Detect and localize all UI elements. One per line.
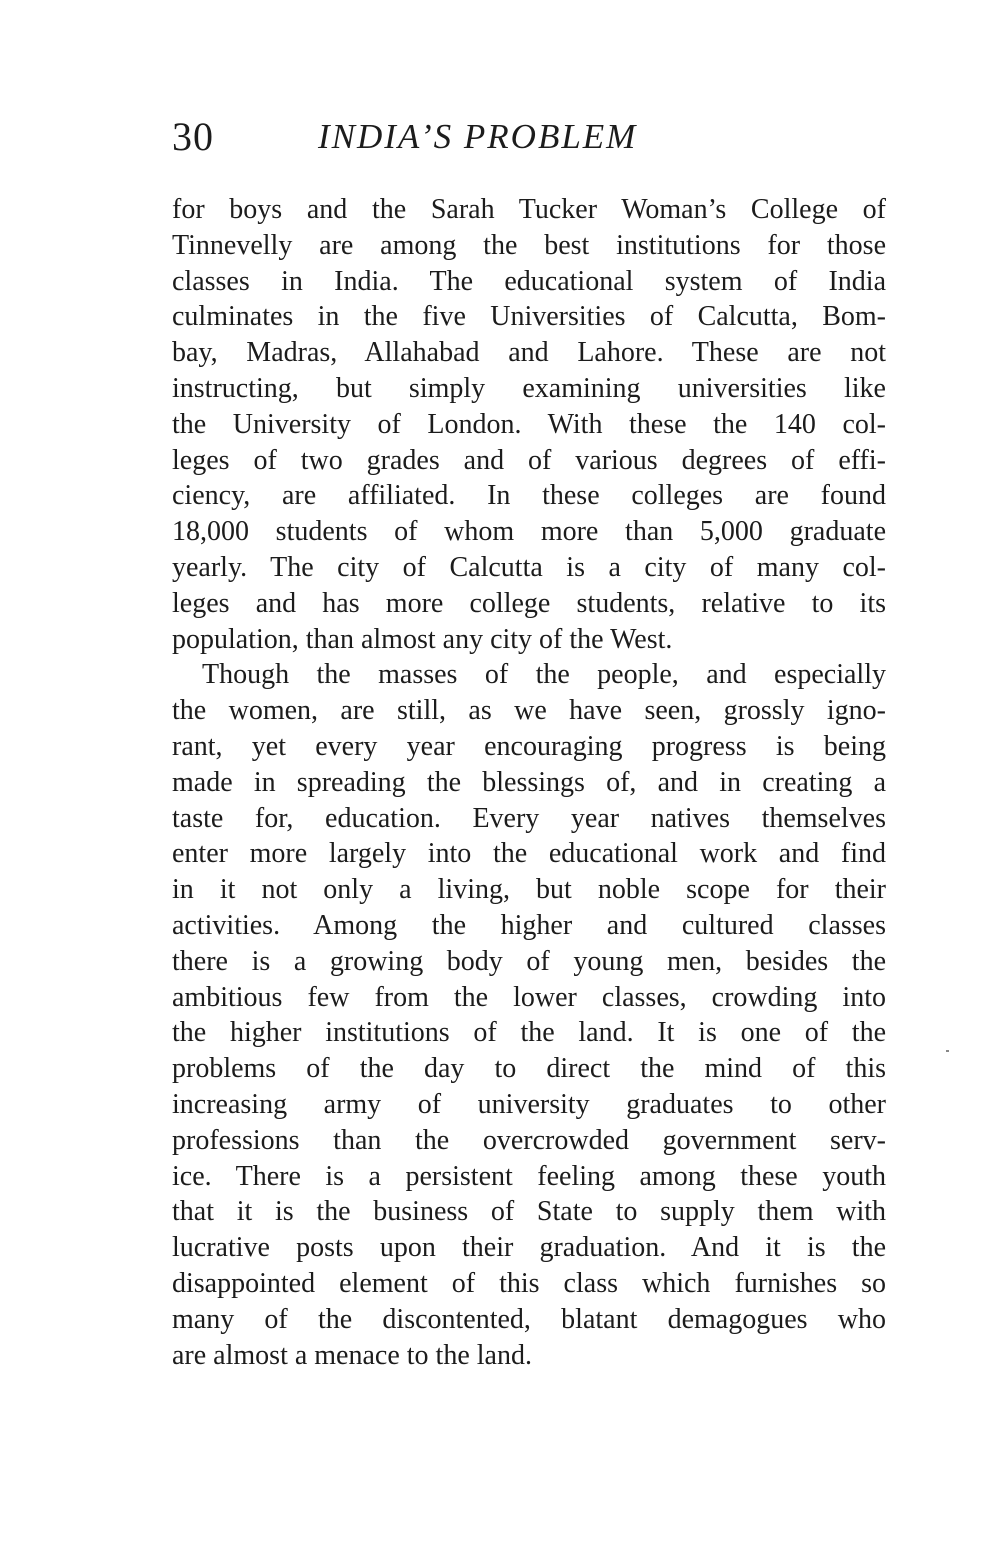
text-line: the women, are still, as we have seen, grossly igno- (172, 695, 886, 727)
text-line: professions than the overcrowded government serv- (172, 1124, 886, 1156)
text-line: are almost a menace to the land. (172, 1339, 532, 1371)
text-line: leges and has more college students, relative to its (172, 587, 886, 619)
text-line: 18,000 students of whom more than 5,000 graduate (172, 516, 886, 548)
text-line: there is a growing body of young men, besides the (172, 945, 886, 977)
paragraph-2 (172, 657, 886, 1373)
text-line: taste for, education. Every year natives themselves (172, 802, 886, 834)
running-head (172, 112, 892, 162)
text-line: ciency, are affiliated. In these colleges are found (172, 480, 886, 512)
text-line: many of the discontented, blatant demagogues who (172, 1303, 886, 1335)
text-line: bay, Madras, Allahabad and Lahore. These are not (172, 337, 886, 369)
text-line: rant, yet every year encouraging progress is being (172, 730, 886, 762)
text-line: leges of two grades and of various degrees of effi- (172, 444, 886, 476)
running-title: INDIA’S PROBLEM (318, 117, 638, 156)
text-line: disappointed element of this class which furnishes so (172, 1267, 886, 1299)
text-line: for boys and the Sarah Tucker Woman’s College of (172, 194, 886, 225)
page-number: 30 (172, 114, 214, 159)
text-line: that it is the business of State to supply them with (172, 1196, 886, 1228)
text-line: ice. There is a persistent feeling among these youth (172, 1160, 886, 1192)
text-line: culminates in the five Universities of Calcutta, Bom- (172, 301, 886, 333)
text-line: ambitious few from the lower classes, crowding into (172, 981, 886, 1013)
text-line: in it not only a living, but noble scope for their (172, 874, 886, 906)
text-line: yearly. The city of Calcutta is a city of many col- (172, 551, 886, 583)
text-line: population, than almost any city of the West. (172, 623, 673, 655)
text-line: made in spreading the blessings of, and in creating a (172, 766, 886, 798)
scan-speck (946, 1050, 949, 1052)
text-line: Though the masses of the people, and especially (202, 659, 886, 691)
paragraph-1 (172, 192, 886, 657)
body-text (172, 192, 886, 1373)
text-line: Tinnevelly are among the best institutions for those (172, 229, 886, 261)
text-line: increasing army of university graduates to other (172, 1088, 886, 1120)
text-line: the higher institutions of the land. It is one of the (172, 1017, 886, 1049)
text-line: lucrative posts upon their graduation. And it is the (172, 1232, 886, 1264)
text-line: the University of London. With these the 140 col- (172, 408, 886, 440)
text-line: classes in India. The educational system of India (172, 265, 886, 297)
text-line: instructing, but simply examining universities like (172, 372, 886, 404)
text-line: problems of the day to direct the mind of this (172, 1053, 886, 1085)
text-line: activities. Among the higher and cultured classes (172, 909, 886, 941)
text-line: enter more largely into the educational work and find (172, 838, 886, 870)
